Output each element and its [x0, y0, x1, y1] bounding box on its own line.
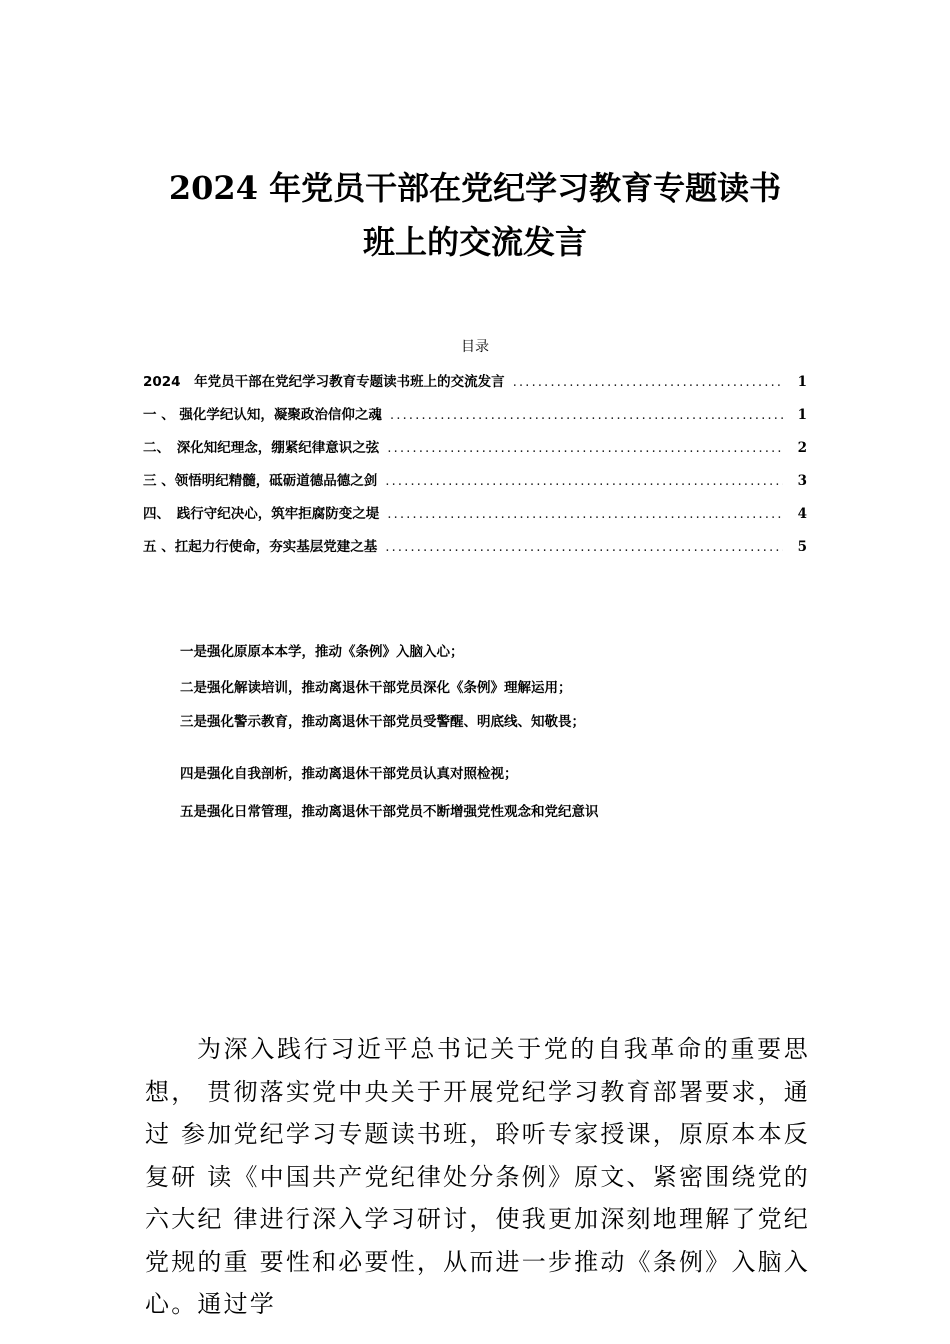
toc-entry-page: 3 — [797, 473, 807, 489]
toc-entry[interactable] — [143, 535, 807, 568]
toc-entry-page: 5 — [797, 539, 807, 555]
toc-entry-page: 4 — [797, 506, 807, 522]
toc-leader-dots — [390, 407, 783, 423]
toc-entry-title: 2024 年党员干部在党纪学习教育专题读书班上的交流发言 — [143, 374, 505, 390]
toc-entry[interactable] — [143, 469, 807, 502]
body-paragraph: 为深入践行习近平总书记关于党的自我革命的重要思想， 贯彻落实党中央关于开展党纪学习教育部署要求，通过 参加党纪学习专题读书班，聆听专家授课，原原本本反复研 读《中国共产党纪律处分条例》原文、紧密围绕党的六大纪 律进行深入学习研讨，使我更加深刻地理解了党纪党规的重 要性和必要性，从而进一步推动《条例》入脑入心。通过学 — [145, 1035, 810, 1318]
table-of-contents — [143, 370, 807, 568]
toc-entry[interactable] — [143, 370, 807, 403]
key-point: 五是强化日常管理，推动离退休干部党员不断增强党性观念和党纪意识 — [180, 804, 599, 820]
toc-entry-title: 四、 践行守纪决心，筑牢拒腐防变之堤 — [143, 506, 380, 522]
key-point: 一是强化原原本本学，推动《条例》入脑入心； — [180, 644, 464, 660]
key-point: 二是强化解读培训，推动离退休干部党员深化《条例》理解运用； — [180, 680, 572, 696]
document-title-line-2: 班上的交流发言 — [362, 223, 587, 261]
toc-heading: 目录 — [461, 339, 489, 355]
toc-leader-dots — [385, 539, 783, 555]
key-point: 三是强化警示教育，推动离退休干部党员受警醒、明底线、知敬畏； — [180, 714, 585, 730]
toc-entry-title: 二、 深化知纪理念，绷紧纪律意识之弦 — [143, 440, 380, 456]
toc-entry[interactable] — [143, 502, 807, 535]
toc-leader-dots — [385, 473, 783, 489]
toc-entry-title: 一 、 强化学纪认知，凝聚政治信仰之魂 — [143, 407, 382, 423]
toc-entry-page: 2 — [797, 440, 807, 456]
toc-leader-dots — [513, 374, 783, 390]
toc-entry-page: 1 — [797, 374, 807, 390]
toc-leader-dots — [387, 506, 783, 522]
toc-entry[interactable] — [143, 436, 807, 469]
key-point: 四是强化自我剖析，推动离退休干部党员认真对照检视； — [180, 766, 518, 782]
toc-entry-title: 三 、领悟明纪精髓，砥砺道德品德之剑 — [143, 473, 378, 489]
toc-leader-dots — [387, 440, 783, 456]
toc-entry[interactable] — [143, 403, 807, 436]
toc-entry-page: 1 — [797, 407, 807, 423]
toc-entry-title: 五 、扛起力行使命，夯实基层党建之基 — [143, 539, 378, 555]
document-title-line-1: 2024 年党员干部在党纪学习教育专题读书 — [168, 169, 782, 207]
